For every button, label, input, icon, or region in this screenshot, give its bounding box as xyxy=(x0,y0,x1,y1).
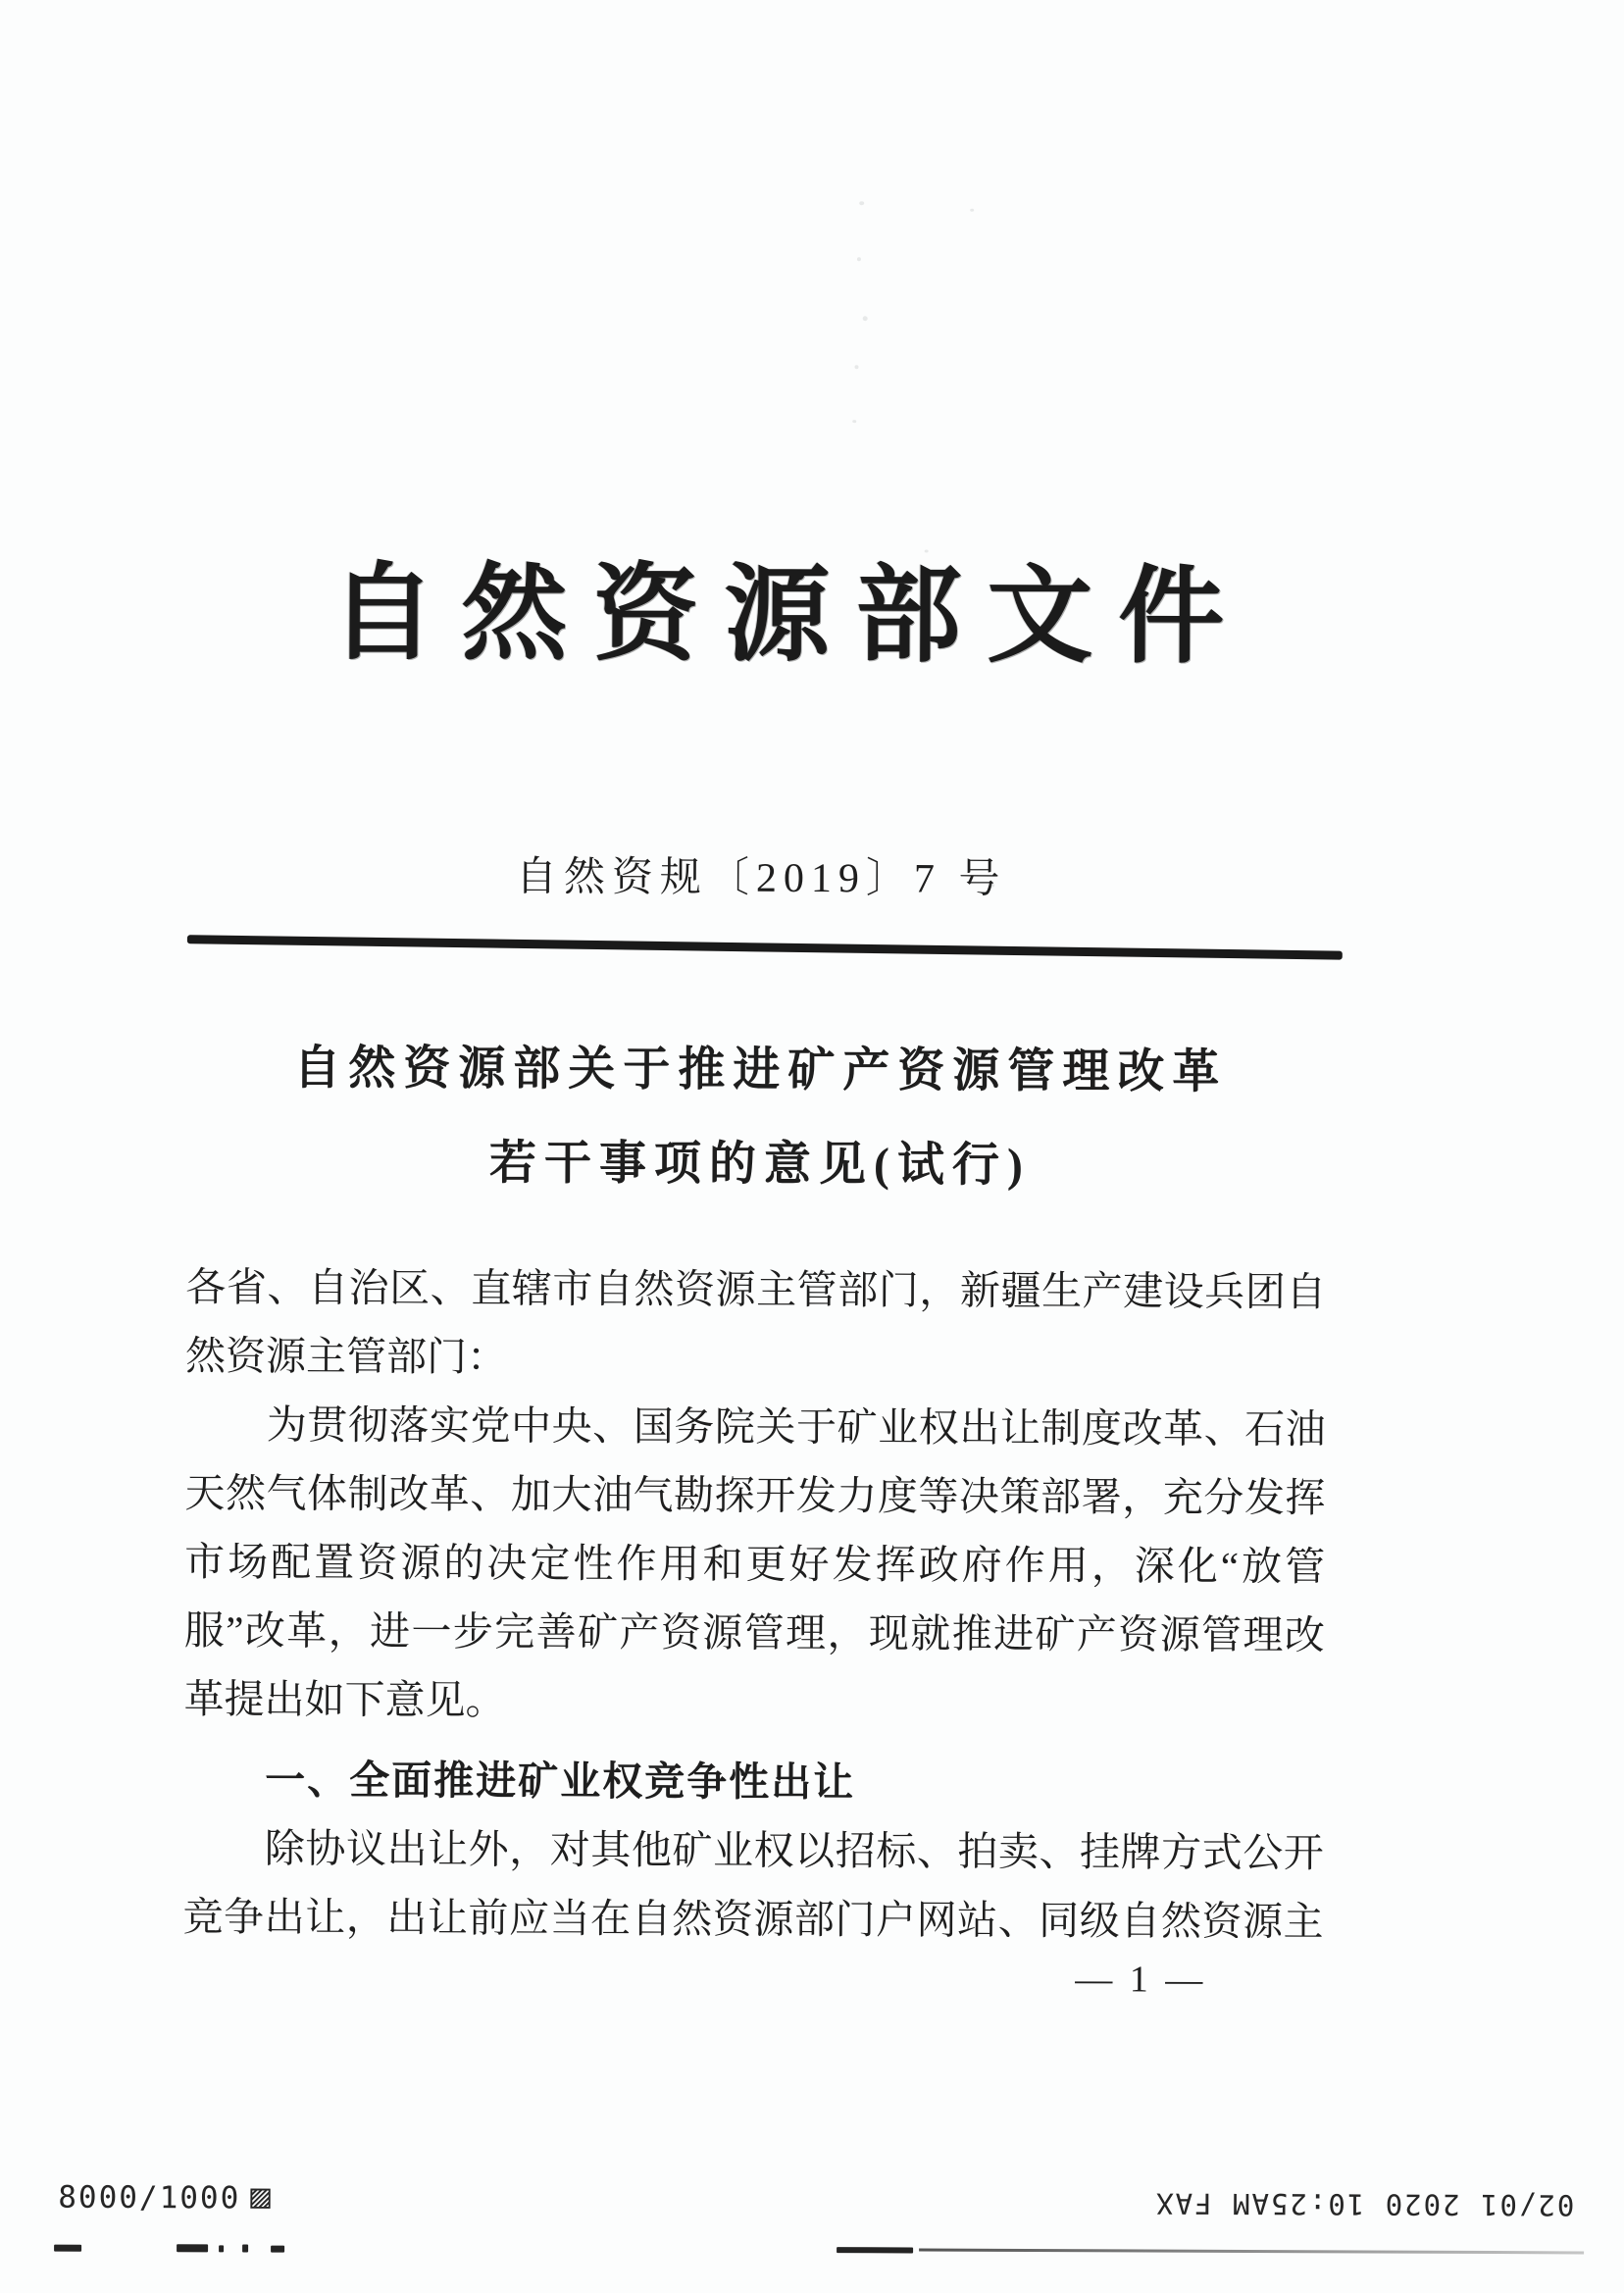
scan-speck xyxy=(925,549,929,552)
body-line: 市场配置资源的决定性作用和更好发挥政府作用，深化“放管 xyxy=(184,1539,1326,1590)
scan-speck xyxy=(857,257,861,261)
scan-speck xyxy=(970,209,974,212)
body-line: 服”改革，进一步完善矿产资源管理，现就推进矿产资源管理改 xyxy=(183,1607,1325,1658)
fax-document-icon: ▨ xyxy=(250,2176,273,2217)
document-title-line1: 自然资源部关于推进矿产资源管理改革 xyxy=(293,1042,1228,1098)
fax-header-upside-down: 02/01 2020 10:25AM FAX xyxy=(1154,2186,1575,2222)
body-line: 革提出如下意见。 xyxy=(183,1676,506,1723)
scan-speck xyxy=(854,365,858,369)
scan-speck xyxy=(990,884,994,888)
scan-mark xyxy=(242,2244,248,2252)
section-heading: 一、全面推进矿业权竞争性出让 xyxy=(265,1757,856,1806)
body-line: 除协议出让外，对其他矿业权以招标、拍卖、挂牌方式公开 xyxy=(264,1825,1324,1876)
fax-page-counter xyxy=(58,2176,273,2217)
issuing-org-title: 自然资源部文件 xyxy=(330,555,1250,677)
document-number: 自然资规〔2019〕7 号 xyxy=(515,854,1007,902)
body-line: 然资源主管部门： xyxy=(184,1333,508,1380)
scan-mark xyxy=(219,2245,224,2252)
scan-mark xyxy=(271,2246,284,2253)
fax-counter-text: 8000/1000 xyxy=(58,2179,241,2217)
document-title-line2: 若干事项的意见(试行) xyxy=(488,1137,1032,1192)
scan-mark xyxy=(177,2244,208,2252)
scan-fade-line xyxy=(919,2248,1584,2254)
scan-mark xyxy=(837,2247,913,2253)
body-line: 为贯彻落实党中央、国务院关于矿业权出让制度改革、石油 xyxy=(266,1401,1326,1452)
body-line: 竞争出让，出让前应当在自然资源部门户网站、同级自然资源主 xyxy=(182,1894,1324,1945)
scan-speck xyxy=(859,201,864,205)
scan-mark xyxy=(54,2245,81,2252)
page-number: — 1 — xyxy=(1075,1959,1207,2001)
scan-speck xyxy=(863,316,868,321)
body-line: 天然气体制改革、加大油气勘探开发力度等决策部署，充分发挥 xyxy=(184,1470,1326,1521)
body-line: 各省、自治区、直辖市自然资源主管部门，新疆生产建设兵团自 xyxy=(185,1264,1327,1315)
header-divider-rule xyxy=(187,935,1343,959)
scan-speck xyxy=(852,420,856,423)
